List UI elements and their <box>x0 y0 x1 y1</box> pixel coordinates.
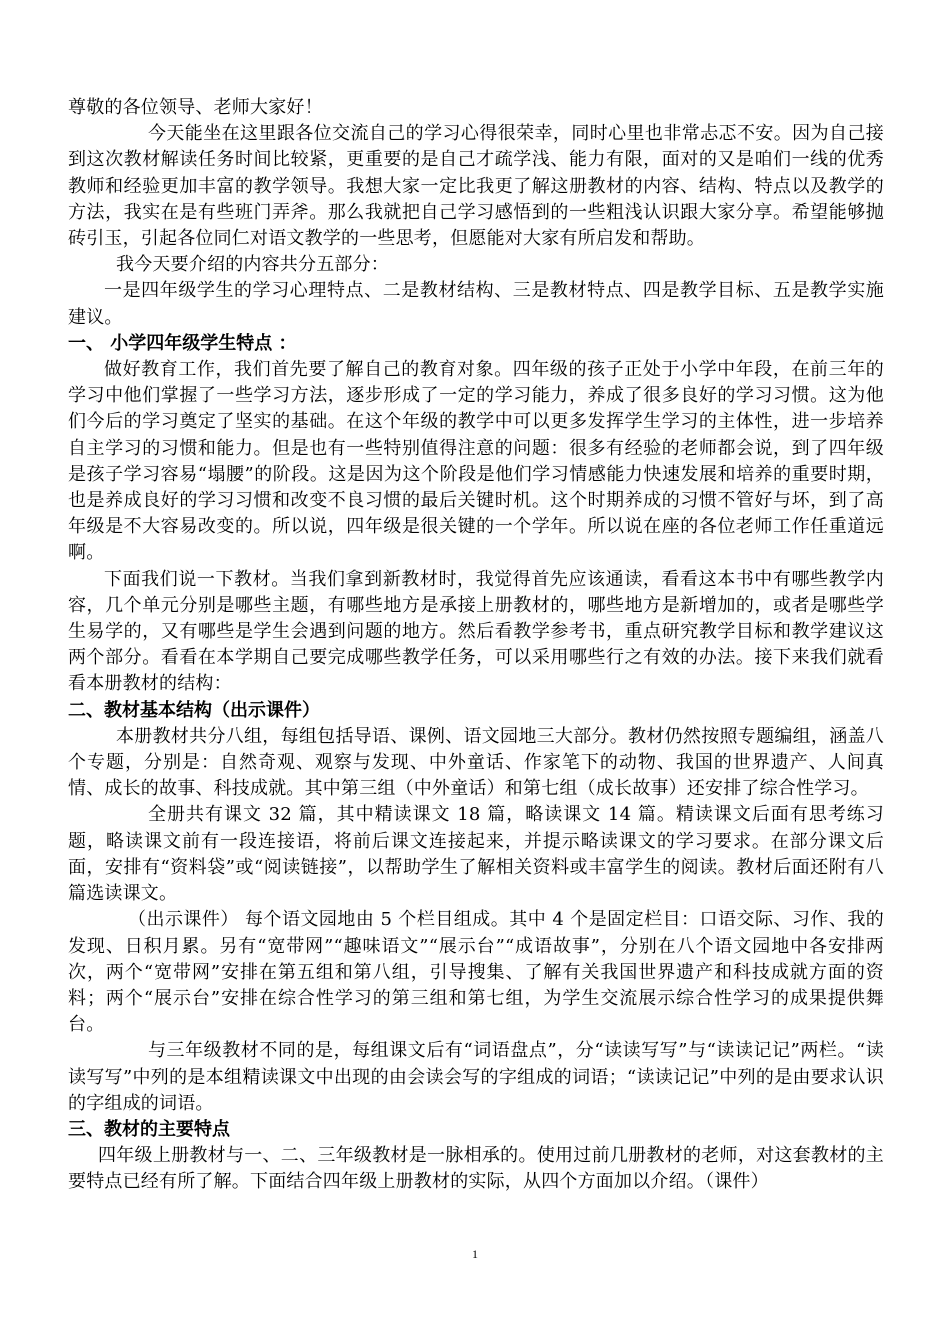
intro-outline-lead: 我今天要介绍的内容共分五部分： <box>116 254 389 276</box>
document-body <box>68 95 884 1196</box>
section1-paragraph: 做好教育工作，我们首先要了解自己的教育对象。四年级的孩子正处于小学中年段，在前三年的学习中他们掌握了一些学习方法，逐步形成了一定的学习能力，养成了很多良好的学习习惯。这为他们今后的学习奠定了坚实的基础。在这个年级的教学中可以更多发挥学生学习的主体性，进一步培养自主学习的习惯和能力。但是也有一些特别值得注意的问题：很多有经验的老师都会说，到了四年级是孩子学习容易“塌腰”的阶段。这是因为这个阶段是他们学习情感能力快速发展和培养的重要时期，也是养成良好的学习习惯和改变不良习惯的最后关键时机。这个时期养成的习惯不管好与坏，到了高年级是不大容易改变的。所以说，四年级是很关键的一个学年。所以说在座的各位老师工作任重道远啊。 <box>68 359 884 564</box>
page-number: 1 <box>472 1247 478 1261</box>
section2-paragraph: 本册教材共分八组，每组包括导语、课例、语文园地三大部分。教材仍然按照专题编组，涵盖八个专题，分别是：自然奇观、观察与发现、中外童话、作家笔下的动物、我国的世界遗产、人间真情、成长的故事、科技成就。其中第三组（中外童话）和第七组（成长故事）还安排了综合性学习。 <box>68 725 884 800</box>
section2-paragraph: （出示课件） 每个语文园地由 5 个栏目组成。其中 4 个是固定栏目：口语交际、习作、我的发现、日积月累。另有“宽带网”“趣味语文”“展示台”“成语故事”，分别在八个语文园地中各安排两次，两个“宽带网”安排在第五组和第八组，引导搜集、了解有关我国世界遗产和科技成就方面的资料；两个“展示台”安排在综合性学习的第三组和第七组，为学生交流展示综合性学习的成果提供舞台。 <box>68 909 884 1036</box>
section2-paragraph: 与三年级教材不同的是，每组课文后有“词语盘点”，分“读读写写”与“读读记记”两栏。“读读写写”中列的是本组精读课文中出现的由会读会写的字组成的词语；“读读记记”中列的是由要求认识的字组成的词语。 <box>68 1040 884 1114</box>
section-heading-3: 三、教材的主要特点 <box>68 1118 230 1140</box>
intro-outline-list: 一是四年级学生的学习心理特点、二是教材结构、三是教材特点、四是教学目标、五是教学实施建议。 <box>68 280 884 328</box>
section3-paragraph: 四年级上册教材与一、二、三年级教材是一脉相承的。使用过前几册教材的老师，对这套教材的主要特点已经有所了解。下面结合四年级上册教材的实际，从四个方面加以介绍。（课件） <box>68 1145 884 1193</box>
section2-paragraph: 全册共有课文 32 篇，其中精读课文 18 篇，略读课文 14 篇。精读课文后面有思考练习题，略读课文前有一段连接语，将前后课文连接起来，并提示略读课文的学习要求。在部分课文后面，安排有“资料袋”或“阅读链接”，以帮助学生了解相关资料或丰富学生的阅读。教材后面还附有八篇选读课文。 <box>68 804 884 905</box>
section1-paragraph: 下面我们说一下教材。当我们拿到新教材时，我觉得首先应该通读，看看这本书中有哪些教学内容，几个单元分别是哪些主题，有哪些地方是承接上册教材的，哪些地方是新增加的，或者是哪些学生易学的，又有哪些是学生会遇到问题的地方。然后看教学参考书，重点研究教学目标和教学建议这两个部分。看看在本学期自己要完成哪些教学任务，可以采用哪些行之有效的办法。接下来我们就看看本册教材的结构： <box>68 568 884 695</box>
greeting: 尊敬的各位领导、老师大家好！ <box>68 97 323 118</box>
section-heading-2: 二、教材基本结构（出示课件） <box>68 699 320 721</box>
section-heading-1: 一、 小学四年级学生特点 ： <box>68 332 297 354</box>
intro-paragraph: 今天能坐在这里跟各位交流自己的学习心得很荣幸，同时心里也非常忐忑不安。因为自己接到这次教材解读任务时间比较紧，更重要的是自己才疏学浅、能力有限，面对的又是咱们一线的优秀教师和经验更加丰富的教学领导。我想大家一定比我更了解这册教材的内容、结构、特点以及教学的方法，我实在是有些班门弄斧。那么我就把自己学习感悟到的一些粗浅认识跟大家分享。希望能够抛砖引玉，引起各位同仁对语文教学的一些思考，但愿能对大家有所启发和帮助。 <box>68 123 884 250</box>
